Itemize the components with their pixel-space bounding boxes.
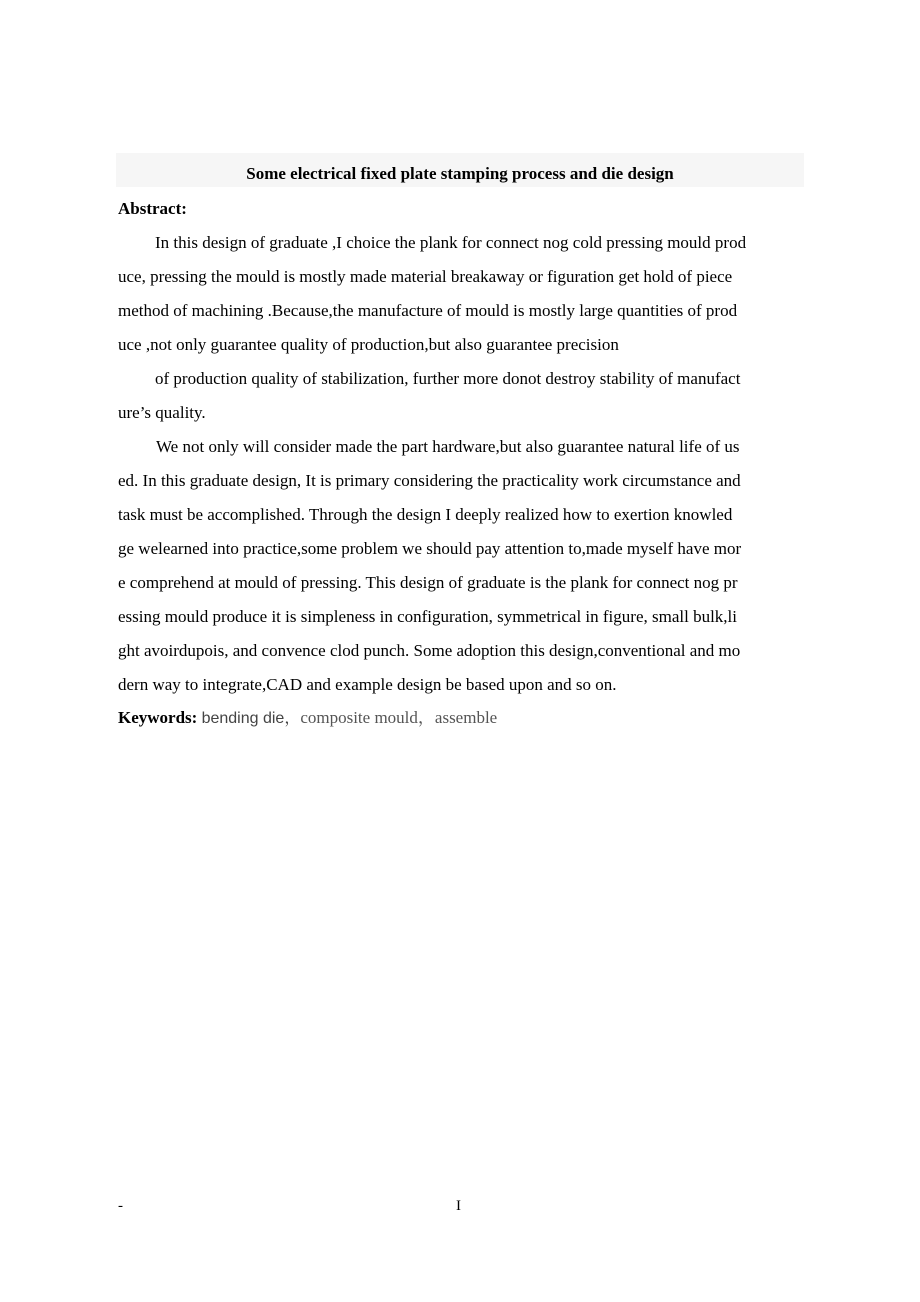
abstract-line: of production quality of stabilization, further more donot destroy stability of manufact (155, 369, 741, 388)
abstract-line: dern way to integrate,CAD and example design be based upon and so on. (118, 675, 617, 694)
abstract-line: ge welearned into practice,some problem we should pay attention to,made myself have mor (118, 539, 742, 558)
abstract-line: e comprehend at mould of pressing. This design of graduate is the plank for connect nog pr (118, 573, 738, 592)
document-title: Some electrical fixed plate stamping process and die design (246, 164, 674, 183)
abstract-line: ure’s quality. (118, 403, 206, 422)
abstract-line: uce, pressing the mould is mostly made material breakaway or figuration get hold of piece (118, 267, 733, 286)
keyword-item: assemble (434, 708, 498, 727)
abstract-line: ed. In this graduate design, It is primary considering the practicality work circumstance and (118, 471, 741, 490)
abstract-line: ght avoirdupois, and convence clod punch. Some adoption this design,conventional and mo (118, 641, 741, 660)
abstract-line: essing mould produce it is simpleness in configuration, symmetrical in figure, small bulk,li (118, 607, 737, 626)
page-number: I (456, 1198, 461, 1214)
abstract-line: method of machining .Because,the manufacture of mould is mostly large quantities of prod (118, 301, 738, 320)
keywords-line (118, 707, 497, 730)
footer-mark: - (118, 1198, 123, 1214)
keyword-item: bending die， (201, 710, 301, 727)
abstract-line: We not only will consider made the part hardware,but also guarantee natural life of us (156, 437, 740, 456)
abstract-line: task must be accomplished. Through the design I deeply realized how to exertion knowled (118, 505, 733, 524)
abstract-line: uce ,not only guarantee quality of production,but also guarantee precision (118, 335, 619, 354)
keywords-label: Keywords: (118, 708, 198, 727)
abstract-heading: Abstract: (118, 199, 187, 218)
keyword-item: composite mould， (300, 708, 435, 727)
abstract-line: In this design of graduate ,I choice the plank for connect nog cold pressing mould prod (155, 233, 747, 252)
